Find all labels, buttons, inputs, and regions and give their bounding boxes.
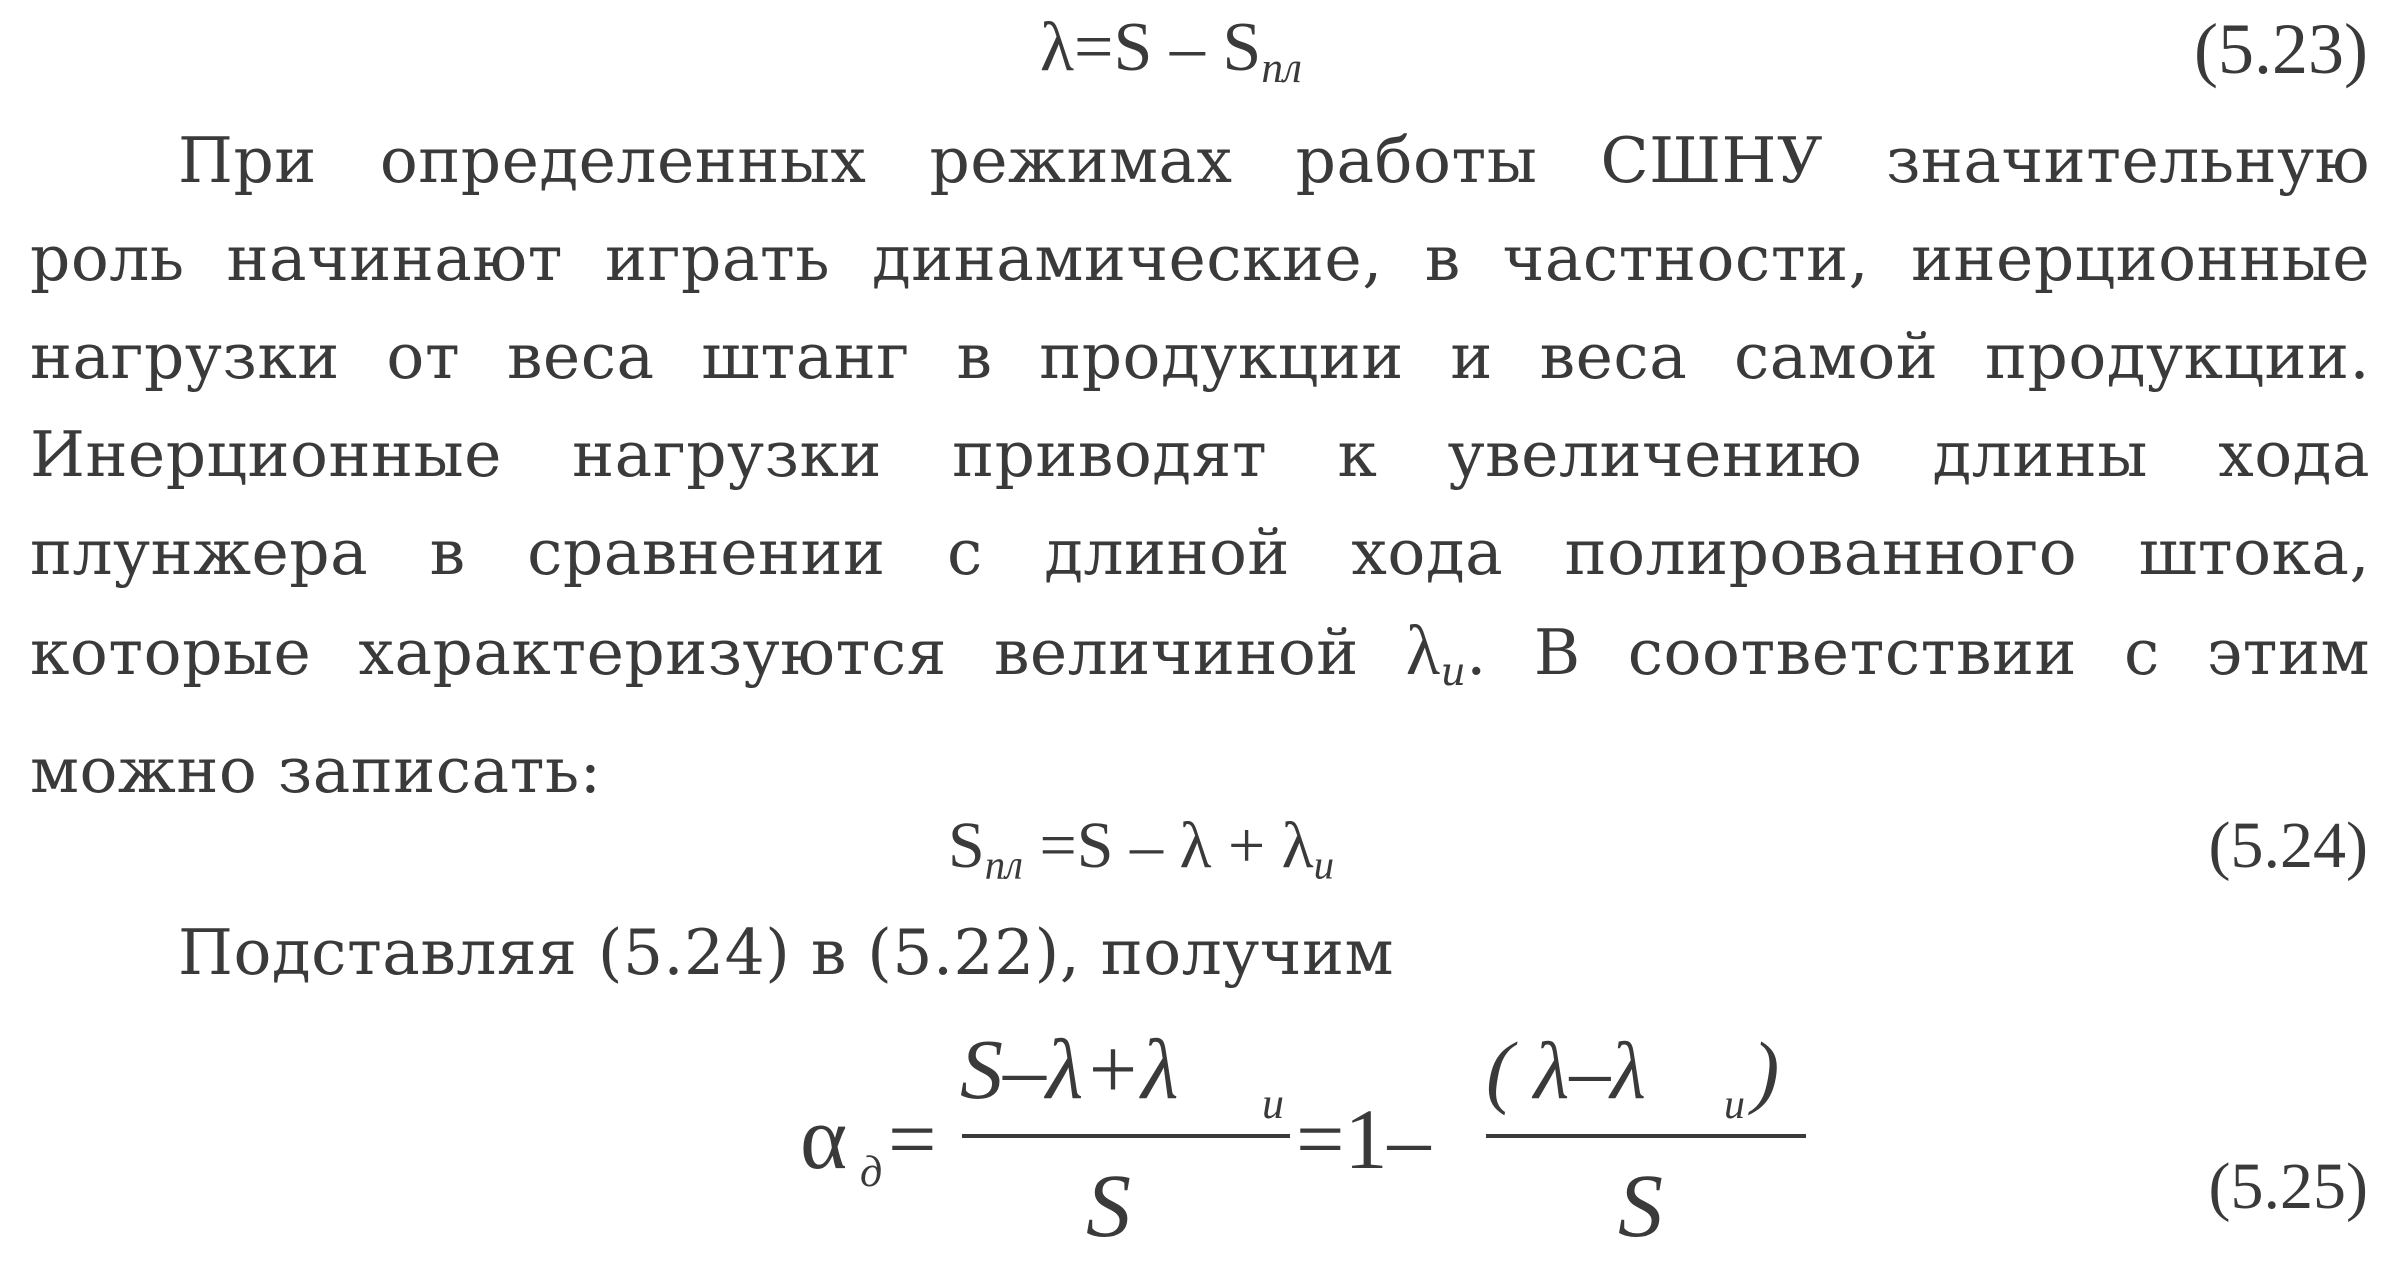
eq525-equals-1: = (888, 1091, 937, 1187)
paragraph-1-line-1: При определенных режимах работы СШНУ значительную (178, 124, 2370, 197)
paragraph-1-line-2: роль начинают играть динамические, в частности, инерционные (30, 222, 2370, 295)
eq523-equals: = (1073, 9, 1114, 86)
eq525-numerator-2: ( λ–λ (1486, 1025, 1646, 1116)
equation-5-24 (0, 808, 2404, 908)
line6-text-a: которые характеризуются величиной (30, 616, 1406, 689)
equation-5-25 (0, 1008, 2404, 1268)
eq525-denominator-1: S (1086, 1157, 1131, 1256)
equation-number-5-23: (5.23) (2194, 9, 2368, 89)
equation-number-5-24: (5.24) (2208, 809, 2368, 882)
paragraph-1-line-6 (30, 602, 2370, 722)
equation-number-5-25: (5.25) (2208, 1150, 2368, 1223)
eq524-sub: пл (984, 842, 1024, 888)
eq525-denominator-2: S (1618, 1157, 1663, 1256)
paragraph-1-line-5: плунжера в сравнении с длиной хода полированного штока, (30, 516, 2370, 589)
equation-5-23 (0, 8, 2404, 108)
paragraph-1-line-7: можно записать: (30, 733, 602, 807)
eq523-minus: – (1152, 9, 1223, 86)
paragraph-1-line-4: Инерционные нагрузки приводят к увеличению длины хода (30, 418, 2370, 491)
equation-5-24-body (948, 808, 1334, 888)
paragraph-2 (30, 904, 2370, 1002)
eq523-sub: пл (1261, 44, 1302, 93)
line6-lambda: λ (1405, 612, 1441, 690)
eq524-sub2: и (1313, 842, 1335, 888)
eq523-s: S (1113, 9, 1153, 86)
paragraph-2-line-1: Подставляя (5.24) в (5.22), получим (178, 916, 1394, 989)
eq525-alpha-sub: д (860, 1147, 883, 1196)
eq525-numerator-2-sub: и (1724, 1082, 1745, 1128)
eq524-rhs: =S – λ + λ (1023, 809, 1314, 882)
eq523-lambda: λ (1040, 9, 1074, 86)
eq525-numerator-1-sub: и (1262, 1079, 1284, 1128)
eq523-s2: S (1222, 9, 1262, 86)
paragraph-1 (30, 112, 2370, 820)
equation-5-23-body (1040, 8, 1302, 93)
line6-lambda-sub: и (1440, 649, 1467, 695)
eq524-s: S (948, 809, 985, 882)
paragraph-1-line-3: нагрузки от веса штанг в продукции и веса самой продукции. (30, 320, 2370, 393)
eq525-numerator-2-close: ) (1752, 1025, 1780, 1116)
eq525-numerator-1: S–λ+λ (960, 1021, 1179, 1117)
eq525-alpha: α (800, 1089, 848, 1188)
line6-text-b: . В соответствии с этим (1466, 616, 2370, 689)
eq525-equals-2: =1– (1296, 1091, 1431, 1187)
